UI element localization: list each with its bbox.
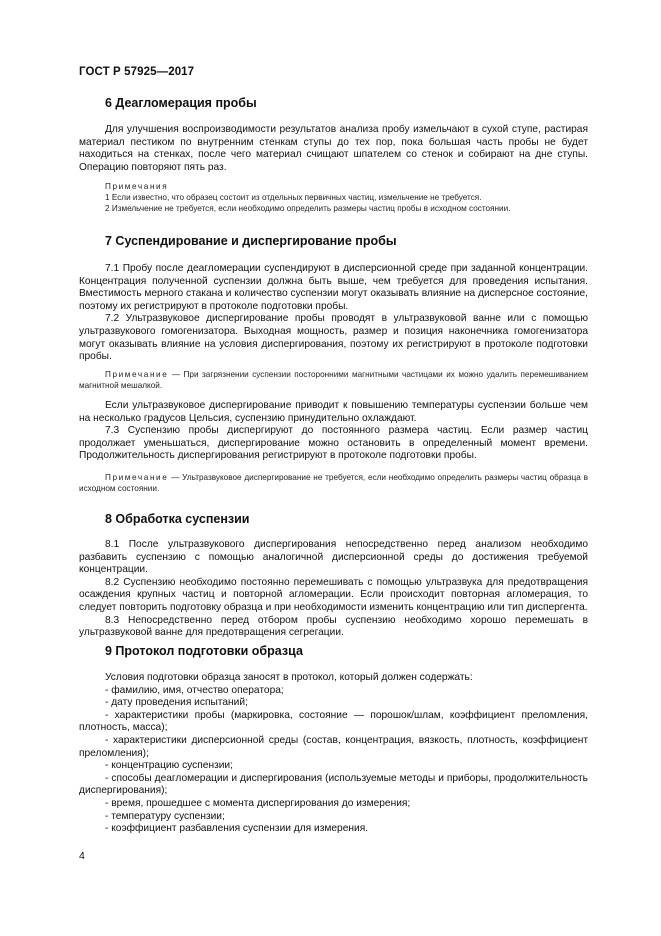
clause-7-3: 7.3 Суспензию пробы диспергируют до постоянного размера частиц. Если размер частиц продолжает уменьшаться, диспергирование можно остановить в определенный момент времени. Продолжительность диспергирования регистрируют в протоколе подготовки пробы. xyxy=(79,425,588,462)
protocol-item: - время, прошедшее с момента диспергирования до измерения; xyxy=(105,797,411,809)
note-1: 1 Если известно, что образец состоит из отдельных первичных частиц, измельчение не требуется. xyxy=(105,193,482,203)
section-6-paragraph: Для улучшения воспроизводимости результатов анализа пробу измельчают в сухой ступе, растирая материал пестиком по внутренним стенкам ступы до тех пор, пока большая часть пробы не будет находиться на стенках, после чего материал счищают шпателем со стенок и собирают на дне ступы. Операцию повторяют пять раз. xyxy=(79,124,588,173)
section-8 xyxy=(79,512,588,526)
clause-7-2: 7.2 Ультразвуковое диспергирование пробы проводят в ультразвуковой ванне или с помощью ультразвукового гомогенизатора. Выходная мощность, размер и позиция наконечника гомогенизатора могут оказывать влияние на условия диспергирования, поэтому их регистрируют в протоколе подготовки пробы. xyxy=(79,313,588,363)
protocol-item: - фамилию, имя, отчество оператора; xyxy=(105,684,284,696)
note-label: Примечание xyxy=(105,473,169,482)
section-9 xyxy=(79,644,588,658)
section-8-title: 8 Обработка суспензии xyxy=(105,512,250,526)
clause-7-1: 7.1 Пробу после деагломерации суспендируют в дисперсионной среде при заданной концентрации. Концентрация полученной суспензии должна быть выше, чем требуется для проведения испытания. Вместимость мерного стакана и количество суспензии могут оказывать влияние на дисперсное состояние, поэтому их регистрируют в протоколе подготовки пробы. xyxy=(79,263,588,312)
protocol-item: - дату проведения испытаний; xyxy=(105,697,248,709)
cooling-paragraph: Если ультразвуковое диспергирование приводит к повышению температуры суспензии больше чем на несколько градусов Цельсия, суспензию принудительно охлаждают. xyxy=(79,400,588,424)
page-number: 4 xyxy=(79,850,85,862)
note-body: — Ультразвуковое диспергирование не требуется, если необходимо определить размеры частиц образца в исходном состоянии. xyxy=(79,473,588,494)
section-7 xyxy=(79,234,588,248)
note-text xyxy=(79,472,588,494)
notes-heading: Примечания xyxy=(105,182,169,191)
protocol-item: - коэффициент разбавления суспензии для измерения. xyxy=(105,823,369,835)
protocol-item: - способы деагломерации и диспергирования (используемые методы и приборы, продолжительность диспергирования); xyxy=(79,772,588,797)
section-7-body-2 xyxy=(79,400,588,463)
section-6-title: 6 Деагломерация пробы xyxy=(105,96,257,110)
section-6-body xyxy=(79,124,588,174)
protocol-item: - температуру суспензии; xyxy=(105,810,225,822)
section-7-body xyxy=(79,263,588,364)
protocol-item: - концентрацию суспензии; xyxy=(105,760,233,772)
note-text xyxy=(79,369,588,391)
note-body: — При загрязнении суспензии посторонними магнитными частицами их можно удалить перемешиванием магнитной мешалкой. xyxy=(79,370,588,391)
section-6 xyxy=(79,96,588,110)
clause-8-1: 8.1 После ультразвукового диспергирования непосредственно перед анализом необходимо разбавить суспензию с помощью аналогичной дисперсионной среды до достижения требуемой концентрации. xyxy=(79,539,588,576)
protocol-item: - характеристики пробы (маркировка, состояние — порошок/шлам, коэффициент преломления, плотность, масса); xyxy=(79,709,588,734)
clause-8-3: 8.3 Непосредственно перед отбором пробы суспензию необходимо хорошо перемешать в ультразвуковой ванне для предотвращения сегрегации. xyxy=(79,614,588,639)
note-label: Примечание xyxy=(105,370,169,379)
section-9-body xyxy=(79,672,588,836)
standard-header: ГОСТ Р 57925—2017 xyxy=(79,66,195,78)
protocol-intro: Условия подготовки образца заносят в протокол, который должен содержать: xyxy=(105,672,473,683)
protocol-item: - характеристики дисперсионной среды (состав, концентрация, вязкость, плотность, коэффициент преломления); xyxy=(79,734,588,759)
clause-8-2: 8.2 Суспензию необходимо постоянно перемешивать с помощью ультразвука для предотвращения осаждения крупных частиц и повторной агломерации. Если происходит повторная агломерация, то следует повторить подготовку образца и при необходимости изменить концентрацию или тип диспергента. xyxy=(79,576,588,613)
note-2: 2 Измельчение не требуется, если необходимо определить размеры частиц пробы в исходном состоянии. xyxy=(105,204,511,214)
section-6-notes xyxy=(79,181,588,215)
section-7-title: 7 Суспендирование и диспергирование пробы xyxy=(105,234,397,248)
section-7-note-1 xyxy=(79,369,588,391)
section-7-note-2 xyxy=(79,472,588,494)
section-8-body xyxy=(79,539,588,640)
section-9-title: 9 Протокол подготовки образца xyxy=(105,644,303,658)
